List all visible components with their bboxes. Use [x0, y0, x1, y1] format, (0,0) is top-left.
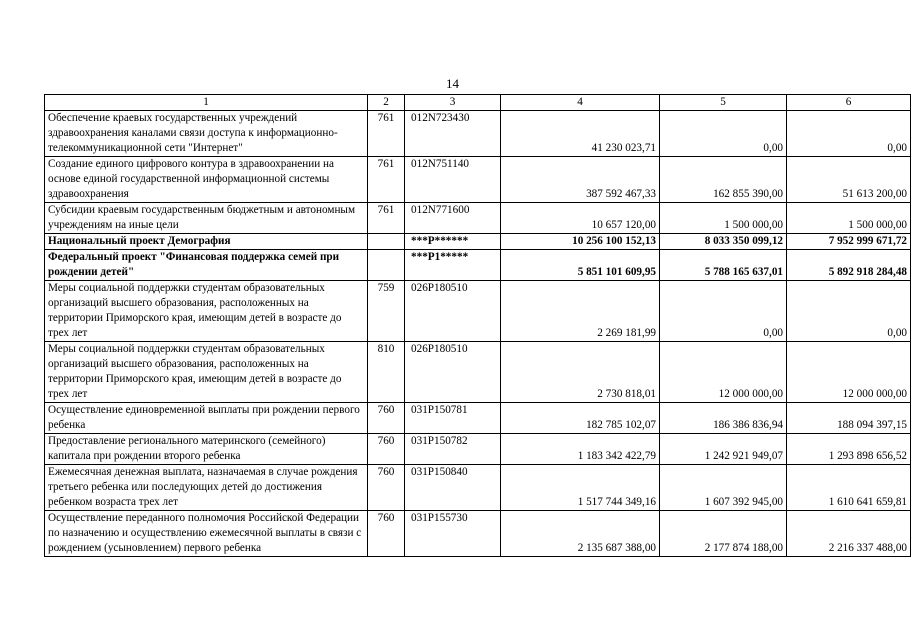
row-value-col4: 387 592 467,33 [501, 157, 660, 203]
row-value-col5: 5 788 165 637,01 [660, 250, 787, 281]
row-value-col6: 0,00 [787, 281, 911, 342]
row-value-col5: 0,00 [660, 281, 787, 342]
row-name-cell: Осуществление единовременной выплаты при рождении первого ребенка [45, 403, 368, 434]
row-value-col4: 1 183 342 422,79 [501, 434, 660, 465]
table-row [45, 465, 911, 511]
table-row [45, 157, 911, 203]
row-value-col6: 188 094 397,15 [787, 403, 911, 434]
row-value-col4: 2 730 818,01 [501, 342, 660, 403]
row-code-cell: 031P150782 [405, 434, 501, 465]
page-number: 14 [446, 76, 459, 91]
table-row [45, 111, 911, 157]
table-row [45, 511, 911, 557]
row-name-cell: Меры социальной поддержки студентам образовательных организаций высшего образования, расположенных на территории Приморского края, имеющим детей в возрасте до трех лет [45, 281, 368, 342]
row-code-cell: 031P150840 [405, 465, 501, 511]
row-value-col5: 0,00 [660, 111, 787, 157]
row-code-cell: ***P1***** [405, 250, 501, 281]
row-grbs-cell: 760 [368, 465, 405, 511]
row-grbs-cell: 810 [368, 342, 405, 403]
row-value-col4: 5 851 101 609,95 [501, 250, 660, 281]
column-header-6: 6 [787, 95, 911, 111]
table-row [45, 203, 911, 234]
row-name-cell: Осуществление переданного полномочия Российской Федерации по назначению и осуществлению ежемесячной выплаты в связи с рождением (усыновлением) первого ребенка [45, 511, 368, 557]
column-header-5: 5 [660, 95, 787, 111]
row-code-cell: 026P180510 [405, 342, 501, 403]
row-value-col6: 1 610 641 659,81 [787, 465, 911, 511]
row-value-col5: 8 033 350 099,12 [660, 234, 787, 250]
column-header-4: 4 [501, 95, 660, 111]
row-grbs-cell: 759 [368, 281, 405, 342]
row-value-col4: 1 517 744 349,16 [501, 465, 660, 511]
row-grbs-cell: 760 [368, 403, 405, 434]
row-value-col5: 1 242 921 949,07 [660, 434, 787, 465]
row-name-cell: Национальный проект Демография [45, 234, 368, 250]
row-value-col5: 186 386 836,94 [660, 403, 787, 434]
row-value-col4: 10 256 100 152,13 [501, 234, 660, 250]
column-header-3: 3 [405, 95, 501, 111]
row-grbs-cell: 760 [368, 511, 405, 557]
row-name-cell: Федеральный проект "Финансовая поддержка семей при рождении детей" [45, 250, 368, 281]
table-row [45, 434, 911, 465]
row-grbs-cell: 761 [368, 111, 405, 157]
column-header-1: 1 [45, 95, 368, 111]
row-value-col4: 10 657 120,00 [501, 203, 660, 234]
row-code-cell: 012N751140 [405, 157, 501, 203]
table-header [45, 95, 911, 111]
row-value-col5: 12 000 000,00 [660, 342, 787, 403]
table-row [45, 403, 911, 434]
row-code-cell: 031P155730 [405, 511, 501, 557]
table-body [45, 111, 911, 557]
row-code-cell: 031P150781 [405, 403, 501, 434]
row-value-col6: 1 500 000,00 [787, 203, 911, 234]
table-row [45, 281, 911, 342]
row-grbs-cell: 761 [368, 157, 405, 203]
table-row [45, 234, 911, 250]
row-value-col5: 162 855 390,00 [660, 157, 787, 203]
row-value-col6: 51 613 200,00 [787, 157, 911, 203]
row-code-cell: 012N771600 [405, 203, 501, 234]
row-name-cell: Обеспечение краевых государственных учреждений здравоохранения каналами связи доступа к информационно-телекоммуникационной сети "Интернет" [45, 111, 368, 157]
row-grbs-cell [368, 250, 405, 281]
row-value-col4: 2 135 687 388,00 [501, 511, 660, 557]
budget-table [44, 94, 911, 557]
row-value-col6: 0,00 [787, 111, 911, 157]
row-value-col5: 1 500 000,00 [660, 203, 787, 234]
row-code-cell: ***P****** [405, 234, 501, 250]
row-name-cell: Предоставление регионального материнского (семейного) капитала при рождении второго ребенка [45, 434, 368, 465]
row-code-cell: 026P180510 [405, 281, 501, 342]
row-value-col6: 2 216 337 488,00 [787, 511, 911, 557]
row-value-col4: 2 269 181,99 [501, 281, 660, 342]
row-name-cell: Субсидии краевым государственным бюджетным и автономным учреждениям на иные цели [45, 203, 368, 234]
row-code-cell: 012N723430 [405, 111, 501, 157]
row-value-col5: 1 607 392 945,00 [660, 465, 787, 511]
row-value-col4: 182 785 102,07 [501, 403, 660, 434]
row-value-col5: 2 177 874 188,00 [660, 511, 787, 557]
row-name-cell: Ежемесячная денежная выплата, назначаемая в случае рождения третьего ребенка или последующих детей до достижения ребенком возраста трех лет [45, 465, 368, 511]
row-value-col6: 5 892 918 284,48 [787, 250, 911, 281]
row-name-cell: Создание единого цифрового контура в здравоохранении на основе единой государственной информационной системы здравоохранения [45, 157, 368, 203]
column-header-2: 2 [368, 95, 405, 111]
header-row [45, 95, 911, 111]
row-grbs-cell: 761 [368, 203, 405, 234]
row-grbs-cell [368, 234, 405, 250]
row-name-cell: Меры социальной поддержки студентам образовательных организаций высшего образования, расположенных на территории Приморского края, имеющим детей в возрасте до трех лет [45, 342, 368, 403]
row-grbs-cell: 760 [368, 434, 405, 465]
table-row [45, 342, 911, 403]
row-value-col4: 41 230 023,71 [501, 111, 660, 157]
row-value-col6: 7 952 999 671,72 [787, 234, 911, 250]
row-value-col6: 12 000 000,00 [787, 342, 911, 403]
row-value-col6: 1 293 898 656,52 [787, 434, 911, 465]
table-row [45, 250, 911, 281]
